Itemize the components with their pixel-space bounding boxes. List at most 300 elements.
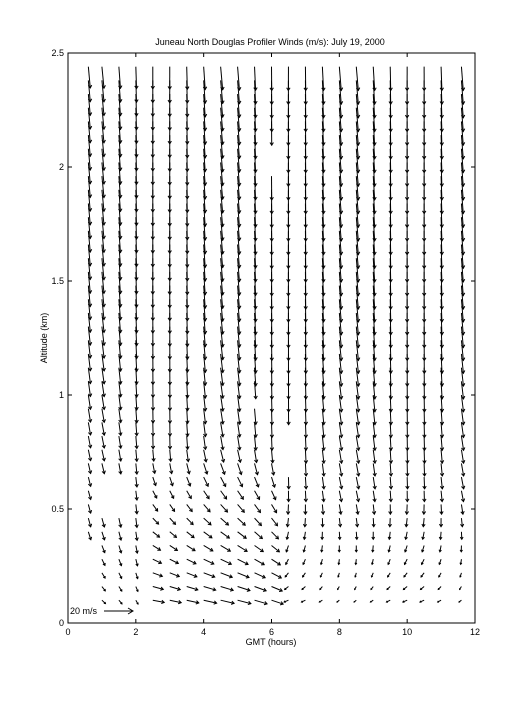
- wind-arrow: [102, 450, 106, 461]
- wind-arrow: [187, 559, 196, 564]
- y-tick-label: 1: [58, 390, 64, 400]
- x-tick-label: 2: [133, 627, 139, 637]
- wind-arrow: [168, 67, 171, 89]
- wind-arrow: [170, 573, 180, 577]
- wind-arrow: [422, 504, 425, 514]
- wind-arrow: [170, 559, 179, 564]
- wind-arrow: [153, 532, 160, 537]
- wind-arrow: [88, 395, 91, 409]
- x-tick-label: 8: [336, 627, 342, 637]
- wind-arrow: [389, 491, 392, 502]
- wind-arrow: [371, 559, 373, 564]
- wind-arrow: [404, 573, 407, 577]
- wind-arrow: [386, 600, 390, 602]
- wind-arrow: [169, 450, 172, 462]
- wind-arrow: [459, 600, 461, 602]
- wind-arrow: [119, 600, 122, 604]
- wind-arrow: [387, 587, 390, 590]
- wind-arrow: [238, 491, 244, 499]
- wind-arrow: [303, 545, 305, 551]
- wind-arrow: [221, 491, 227, 499]
- wind-arrow: [405, 518, 408, 527]
- wind-arrow: [322, 477, 325, 489]
- wind-arrow: [403, 600, 407, 602]
- y-tick-label: 2: [58, 162, 64, 172]
- wind-arrow: [338, 573, 340, 577]
- wind-arrow: [255, 587, 267, 592]
- wind-arrow: [373, 477, 376, 489]
- wind-arrow: [203, 422, 206, 436]
- wind-arrow: [255, 600, 268, 605]
- wind-arrow: [135, 67, 138, 89]
- wind-arrow: [286, 532, 289, 539]
- wind-arrow: [102, 587, 105, 591]
- wind-arrow: [271, 450, 274, 463]
- wind-arrow: [320, 559, 322, 564]
- wind-arrow: [221, 436, 225, 450]
- wind-arrow: [102, 600, 106, 603]
- wind-arrow: [204, 491, 209, 499]
- wind-arrow: [422, 518, 425, 527]
- wind-arrow: [204, 587, 216, 591]
- wind-arrow: [238, 559, 248, 565]
- wind-arrow: [303, 573, 306, 577]
- wind-arrow: [187, 532, 194, 538]
- wind-arrow: [355, 518, 358, 527]
- wind-arrow: [460, 573, 462, 577]
- wind-arrow: [135, 450, 138, 462]
- y-axis-label: Altitude (km): [39, 312, 49, 364]
- wind-arrow: [304, 463, 307, 476]
- wind-arrow: [356, 477, 360, 489]
- wind-arrow: [322, 450, 325, 463]
- wind-arrow: [373, 491, 376, 502]
- wind-arrow: [204, 463, 208, 474]
- wind-arrow: [461, 477, 464, 489]
- wind-arrow: [255, 491, 260, 500]
- wind-arrow: [339, 491, 342, 502]
- wind-arrow: [272, 545, 280, 551]
- wind-arrow: [372, 532, 375, 539]
- wind-arrow: [389, 67, 392, 91]
- wind-arrow: [88, 491, 91, 500]
- wind-arrow: [371, 573, 373, 577]
- wind-arrow: [238, 587, 250, 592]
- wind-arrow: [153, 491, 157, 498]
- wind-arrow: [170, 477, 174, 486]
- wind-arrow: [406, 463, 409, 476]
- wind-arrow: [338, 532, 341, 539]
- wind-arrow: [88, 532, 91, 540]
- wind-arrow: [304, 450, 307, 463]
- x-tick-label: 10: [402, 627, 413, 637]
- x-tick-label: 0: [65, 627, 71, 637]
- wind-arrow: [204, 477, 209, 486]
- wind-arrow: [272, 573, 282, 578]
- wind-arrow: [304, 504, 307, 514]
- wind-arrow: [389, 504, 392, 514]
- wind-arrow: [153, 600, 164, 603]
- wind-arrow: [270, 67, 273, 91]
- wind-arrow: [238, 545, 248, 551]
- wind-arrow: [338, 518, 341, 527]
- wind-arrow: [255, 463, 259, 474]
- wind-arrow: [102, 395, 106, 409]
- wind-arrow: [338, 587, 340, 590]
- wind-arrow: [339, 450, 343, 463]
- wind-arrow: [272, 559, 281, 565]
- wind-arrow: [422, 532, 425, 539]
- wind-arrow: [388, 559, 390, 564]
- wind-arrow: [221, 587, 234, 592]
- wind-arrow: [461, 504, 464, 514]
- wind-arrow: [301, 600, 305, 602]
- wind-arrow: [373, 436, 376, 450]
- wind-arrow: [285, 573, 288, 577]
- wind-arrow: [221, 545, 231, 551]
- wind-arrow: [304, 477, 307, 489]
- wind-arrow: [151, 422, 154, 435]
- wind-arrow: [371, 587, 373, 590]
- wind-arrow: [187, 504, 192, 511]
- wind-arrow: [204, 532, 212, 538]
- wind-arrow: [370, 600, 373, 602]
- wind-arrow: [221, 504, 228, 512]
- wind-arrow: [204, 504, 210, 511]
- wind-arrow: [221, 518, 229, 525]
- wind-arrow: [254, 67, 257, 91]
- wind-arrow: [204, 518, 211, 525]
- wind-arrow: [439, 545, 441, 551]
- wind-arrow: [405, 504, 408, 514]
- wind-arrow: [88, 463, 91, 473]
- wind-arrow: [420, 600, 424, 602]
- wind-arrow: [272, 477, 276, 487]
- wind-arrow: [339, 463, 342, 476]
- x-axis: [65, 53, 480, 637]
- wind-arrow: [238, 463, 243, 474]
- wind-arrow: [135, 422, 138, 435]
- wind-arrow: [255, 573, 266, 578]
- wind-arrow: [169, 463, 172, 473]
- wind-arrow: [355, 573, 357, 577]
- wind-arrow: [102, 409, 106, 423]
- wind-arrow: [187, 463, 191, 473]
- wind-arrow: [255, 477, 260, 487]
- wind-vectors: [88, 67, 465, 605]
- wind-arrow: [405, 545, 408, 551]
- wind-arrow: [119, 463, 122, 474]
- wind-arrow: [153, 587, 164, 591]
- wind-arrow: [135, 477, 138, 487]
- wind-arrow: [204, 559, 214, 564]
- wind-arrow: [119, 409, 122, 423]
- wind-arrow: [221, 477, 226, 486]
- wind-arrow: [153, 504, 158, 511]
- scale-label: 20 m/s: [70, 606, 98, 616]
- wind-arrow: [322, 491, 325, 502]
- wind-arrow: [338, 545, 340, 551]
- wind-arrow: [102, 518, 105, 527]
- wind-arrow: [337, 600, 339, 602]
- wind-arrow: [406, 477, 409, 489]
- wind-arrow: [272, 518, 278, 526]
- wind-arrow: [285, 587, 289, 590]
- wind-arrow: [404, 559, 407, 564]
- wind-arrow: [136, 587, 138, 592]
- wind-arrow: [221, 450, 225, 462]
- wind-arrow: [321, 532, 324, 539]
- wind-arrow: [255, 518, 262, 525]
- wind-arrow: [304, 491, 307, 502]
- wind-arrow: [136, 600, 138, 604]
- wind-arrow: [439, 559, 441, 564]
- wind-arrow: [319, 600, 322, 602]
- wind-arrow: [204, 545, 213, 551]
- wind-arrow: [119, 587, 122, 592]
- wind-arrow: [221, 559, 232, 564]
- wind-arrow: [221, 573, 233, 578]
- wind-arrow: [373, 463, 376, 476]
- wind-arrow: [102, 532, 105, 540]
- wind-arrow: [405, 532, 408, 539]
- wind-arrow: [187, 491, 192, 499]
- wind-arrow: [440, 463, 443, 476]
- wind-arrow: [168, 436, 171, 449]
- wind-arrow: [238, 532, 247, 539]
- wind-arrow: [238, 422, 241, 437]
- wind-arrow: [389, 463, 392, 476]
- wind-arrow: [254, 450, 257, 463]
- wind-arrow: [272, 587, 283, 592]
- wind-arrow: [272, 504, 277, 512]
- wind-arrow: [187, 545, 195, 550]
- wind-arrow: [406, 450, 409, 463]
- wind-arrow: [238, 518, 246, 525]
- wind-arrow: [186, 436, 189, 449]
- wind-arrow: [339, 504, 342, 514]
- wind-arrow: [284, 600, 288, 602]
- wind-arrow: [255, 532, 263, 539]
- wind-arrow: [421, 573, 424, 577]
- wind-arrow: [119, 545, 122, 552]
- wind-arrow: [238, 477, 243, 487]
- wind-arrow: [204, 600, 217, 604]
- wind-arrow: [303, 559, 306, 564]
- wind-arrow: [286, 559, 289, 564]
- wind-arrow: [422, 545, 425, 551]
- wind-arrow: [339, 477, 342, 489]
- wind-arrow: [135, 545, 138, 553]
- wind-arrow: [119, 573, 122, 579]
- wind-arrow: [186, 422, 189, 436]
- wind-arrow: [170, 600, 181, 604]
- wind-arrow: [255, 545, 264, 551]
- wind-arrow: [221, 463, 226, 474]
- wind-arrow: [373, 450, 376, 463]
- wind-arrow: [321, 545, 323, 551]
- wind-arrow: [272, 600, 284, 605]
- wind-arrow: [461, 436, 464, 450]
- wind-arrow: [204, 450, 208, 462]
- wind-arrow: [135, 504, 138, 513]
- wind-arrow: [170, 518, 176, 524]
- wind-arrow: [88, 450, 91, 461]
- wind-arrow: [238, 600, 251, 604]
- wind-arrow: [460, 532, 463, 539]
- wind-arrow: [102, 559, 105, 565]
- wind-arrow: [304, 67, 307, 91]
- wind-arrow: [460, 518, 463, 527]
- wind-arrow: [119, 450, 122, 461]
- wind-arrow: [439, 573, 441, 577]
- wind-arrow: [440, 67, 443, 91]
- wind-arrow: [88, 518, 91, 527]
- x-tick-label: 6: [268, 627, 275, 637]
- chart-title: Juneau North Douglas Profiler Winds (m/s): July 19, 2000: [155, 37, 385, 47]
- wind-arrow: [440, 450, 443, 463]
- wind-arrow: [168, 422, 171, 436]
- wind-arrow: [355, 545, 357, 551]
- x-tick-label: 4: [201, 627, 207, 637]
- wind-arrow: [287, 67, 290, 91]
- wind-arrow: [303, 518, 306, 527]
- wind-arrow: [338, 559, 340, 564]
- wind-arrow: [135, 532, 138, 541]
- wind-arrow: [255, 559, 265, 565]
- wind-arrow: [170, 545, 178, 550]
- wind-arrow: [186, 67, 189, 90]
- wind-arrow: [255, 504, 261, 512]
- y-tick-label: 0: [58, 618, 64, 628]
- wind-arrow: [88, 477, 91, 486]
- wind-arrow: [389, 436, 392, 450]
- wind-arrow: [135, 463, 138, 474]
- wind-arrow: [135, 436, 138, 448]
- wind-arrow: [170, 532, 177, 538]
- y-tick-label: 2.5: [51, 48, 64, 58]
- wind-arrow: [238, 436, 241, 450]
- wind-arrow: [187, 477, 191, 486]
- wind-arrow: [460, 587, 462, 590]
- wind-arrow: [271, 463, 274, 475]
- wind-arrow: [389, 477, 392, 489]
- wind-arrow: [153, 559, 162, 563]
- wind-arrow: [102, 463, 105, 473]
- wind-arrow: [460, 545, 462, 551]
- wind-arrow: [119, 436, 122, 448]
- wind-arrow: [153, 573, 163, 577]
- wind-arrow: [460, 559, 462, 564]
- wind-arrow: [238, 450, 242, 463]
- wind-arrow: [254, 409, 257, 425]
- wind-arrow: [406, 491, 409, 502]
- wind-arrow: [151, 436, 154, 449]
- wind-arrow: [238, 504, 245, 512]
- wind-arrow: [372, 504, 375, 514]
- wind-arrow: [405, 67, 408, 91]
- wind-arrow: [420, 587, 424, 590]
- wind-arrow: [170, 587, 180, 591]
- wind-arrow: [461, 463, 464, 476]
- wind-arrow: [153, 545, 161, 550]
- wind-arrow: [356, 450, 360, 463]
- wind-arrow: [356, 504, 359, 514]
- wind-arrow: [286, 518, 289, 527]
- wind-arrow: [372, 518, 375, 527]
- wind-arrow: [88, 504, 91, 513]
- wind-arrow: [88, 409, 91, 422]
- wind-arrow: [388, 518, 391, 527]
- wind-arrow: [403, 587, 407, 590]
- wind-arrow: [388, 573, 391, 577]
- wind-arrow: [423, 477, 426, 489]
- wind-arrow: [287, 477, 290, 489]
- wind-arrow: [221, 422, 225, 436]
- wind-arrow: [423, 491, 426, 502]
- wind-arrow: [187, 573, 197, 578]
- wind-arrow: [170, 491, 174, 498]
- wind-arrow: [320, 587, 323, 590]
- wind-arrow: [423, 450, 426, 463]
- wind-arrow: [135, 518, 138, 527]
- wind-arrow: [204, 573, 215, 578]
- wind-arrow: [321, 518, 324, 527]
- wind-arrow: [372, 545, 374, 551]
- x-axis-label: GMT (hours): [245, 637, 297, 647]
- wind-arrow: [153, 463, 156, 473]
- wind-arrow: [187, 518, 193, 524]
- wind-arrow: [461, 450, 464, 463]
- wind-arrow: [322, 463, 325, 476]
- wind-arrow: [119, 532, 122, 540]
- wind-arrow: [422, 67, 425, 91]
- wind-arrow: [438, 587, 441, 590]
- wind-arrow: [152, 450, 155, 461]
- wind-arrow: [320, 573, 322, 577]
- wind-arrow: [187, 600, 199, 604]
- wind-arrow: [136, 573, 138, 579]
- wind-arrow: [153, 477, 157, 485]
- wind-arrow: [286, 545, 289, 551]
- wind-arrow: [102, 436, 106, 448]
- wind-arrow: [440, 491, 443, 502]
- wind-arrow: [339, 436, 343, 450]
- wind-arrow: [238, 573, 249, 578]
- wind-arrow: [355, 559, 357, 564]
- wind-arrow: [421, 559, 424, 564]
- wind-arrow: [423, 463, 426, 476]
- wind-arrow: [187, 587, 198, 591]
- wind-arrow: [355, 587, 357, 590]
- wind-arrow: [88, 436, 91, 448]
- wind-arrow: [221, 600, 234, 604]
- wind-arrow: [221, 532, 230, 538]
- wind-arrow: [272, 532, 279, 539]
- wind-arrow: [354, 600, 356, 602]
- wind-arrow: [135, 409, 138, 423]
- wind-arrow: [88, 422, 91, 435]
- wind-arrow: [440, 477, 443, 489]
- wind-arrow: [136, 559, 139, 566]
- wind-arrow: [170, 504, 175, 511]
- wind-arrow: [356, 491, 359, 502]
- wind-arrow: [388, 532, 391, 539]
- y-tick-label: 0.5: [51, 504, 64, 514]
- wind-arrow: [303, 532, 306, 539]
- wind-arrow: [440, 504, 443, 514]
- wind-arrow: [287, 491, 290, 502]
